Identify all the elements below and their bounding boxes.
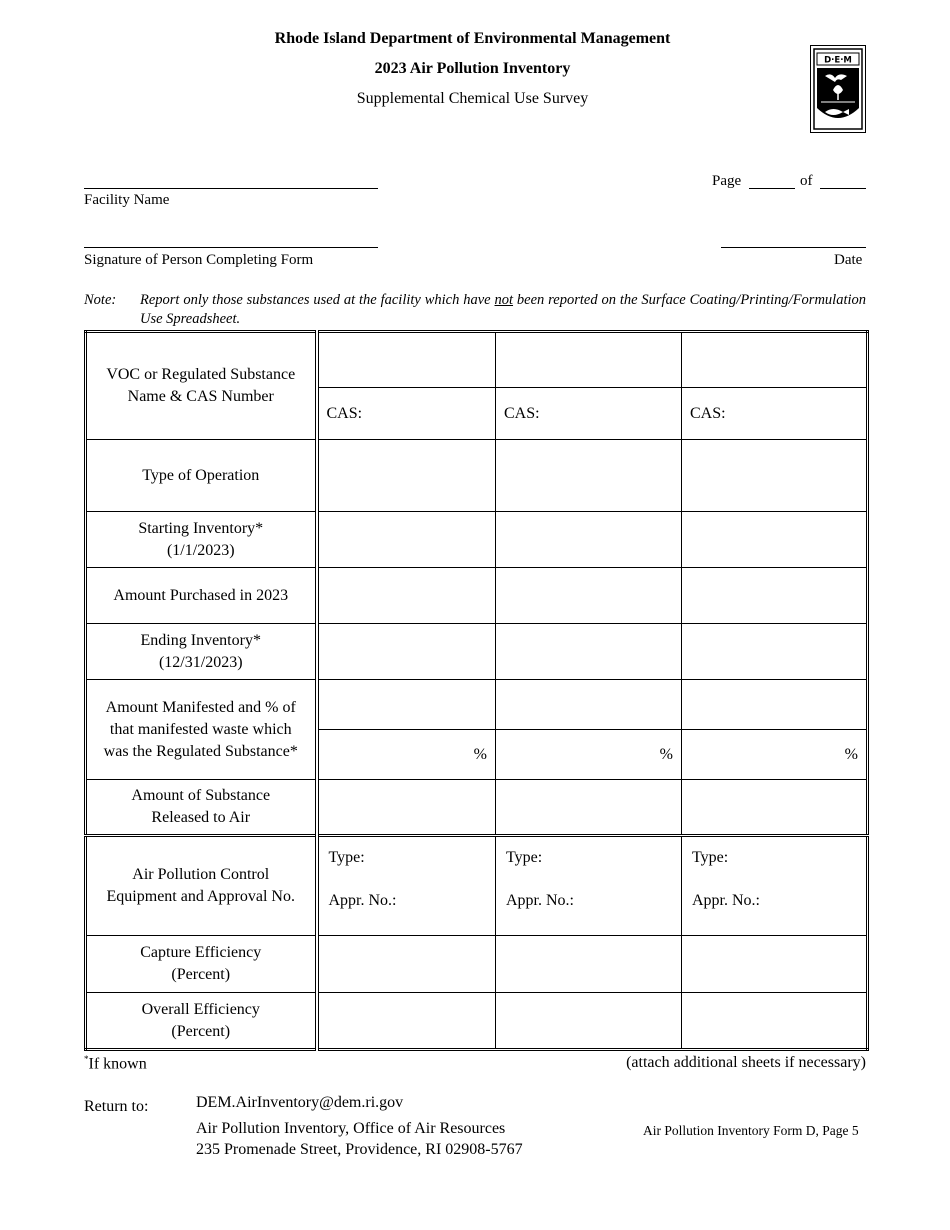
row-label-capture-efficiency: Capture Efficiency (Percent) (86, 936, 317, 993)
agency-name: Rhode Island Department of Environmental Management (274, 30, 671, 47)
starting-inventory-input[interactable] (317, 512, 496, 568)
note-text: Report only those substances used at the facility which have not been reported on the Surface Coating/Printing/Formulation Use Spreadsheet. (140, 292, 867, 327)
substance-name-input[interactable] (496, 332, 682, 388)
control-equipment-input[interactable] (682, 836, 868, 936)
operation-input[interactable] (682, 440, 868, 512)
capture-efficiency-input[interactable] (496, 936, 682, 993)
page-total-field[interactable] (820, 174, 866, 189)
form-title: 2023 Air Pollution Inventory (374, 60, 571, 77)
type-label: Type: (328, 849, 365, 866)
form-id: Air Pollution Inventory Form D, Page 5 (643, 1123, 859, 1138)
manifested-percent-input[interactable]: % (317, 730, 496, 780)
purchased-input[interactable] (682, 568, 868, 624)
appr-no-label: Appr. No.: (506, 892, 574, 909)
appr-no-label: Appr. No.: (692, 892, 760, 909)
ending-inventory-input[interactable] (317, 624, 496, 680)
return-email: DEM.AirInventory@dem.ri.gov (196, 1094, 404, 1111)
manifested-amount-input[interactable] (682, 680, 868, 730)
row-label-released: Amount of Substance Released to Air (86, 780, 317, 836)
if-known-note (84, 1054, 147, 1073)
overall-efficiency-input[interactable] (682, 993, 868, 1050)
purchased-input[interactable] (317, 568, 496, 624)
type-label: Type: (692, 849, 729, 866)
capture-efficiency-input[interactable] (317, 936, 496, 993)
of-label: of (800, 173, 813, 189)
logo-text: D·E·M (824, 55, 852, 66)
substance-name-input[interactable] (317, 332, 496, 388)
if-known-text: If known (88, 1055, 147, 1073)
ending-inventory-input[interactable] (496, 624, 682, 680)
manifested-amount-input[interactable] (496, 680, 682, 730)
manifested-percent-input[interactable]: % (682, 730, 868, 780)
signature-field[interactable] (84, 228, 378, 248)
released-input[interactable] (682, 780, 868, 836)
capture-efficiency-input[interactable] (682, 936, 868, 993)
released-input[interactable] (496, 780, 682, 836)
row-label-purchased: Amount Purchased in 2023 (86, 568, 317, 624)
note-label: Note: (84, 292, 117, 308)
substance-name-input[interactable] (682, 332, 868, 388)
facility-name-field[interactable] (84, 170, 378, 189)
row-label-control-equipment: Air Pollution Control Equipment and Approval No. (86, 836, 317, 936)
cas-number-input[interactable]: CAS: (317, 388, 496, 440)
overall-efficiency-input[interactable] (317, 993, 496, 1050)
row-label-starting-inventory: Starting Inventory* (1/1/2023) (86, 512, 317, 568)
row-label-operation: Type of Operation (86, 440, 317, 512)
starting-inventory-input[interactable] (682, 512, 868, 568)
row-label-manifested: Amount Manifested and % of that manifested waste which was the Regulated Substance* (86, 680, 317, 780)
note (84, 291, 866, 329)
control-equipment-input[interactable] (496, 836, 682, 936)
starting-inventory-input[interactable] (496, 512, 682, 568)
dem-logo (810, 45, 866, 133)
manifested-amount-input[interactable] (317, 680, 496, 730)
operation-input[interactable] (496, 440, 682, 512)
date-field[interactable] (721, 228, 866, 248)
note-emphasis: not (494, 292, 514, 308)
row-label-overall-efficiency: Overall Efficiency (Percent) (86, 993, 317, 1050)
date-label: Date (834, 252, 863, 268)
attach-sheets-note: (attach additional sheets if necessary) (626, 1054, 866, 1071)
ending-inventory-input[interactable] (682, 624, 868, 680)
row-label-ending-inventory: Ending Inventory* (12/31/2023) (86, 624, 317, 680)
page-label: Page (712, 173, 742, 189)
page-number-field[interactable] (749, 174, 795, 189)
control-equipment-input[interactable] (317, 836, 496, 936)
return-to-label: Return to: (84, 1098, 149, 1115)
overall-efficiency-input[interactable] (496, 993, 682, 1050)
signature-label: Signature of Person Completing Form (84, 252, 314, 268)
chemical-use-table (84, 330, 869, 1051)
facility-name-label: Facility Name (84, 192, 170, 208)
operation-input[interactable] (317, 440, 496, 512)
type-label: Type: (506, 849, 543, 866)
released-input[interactable] (317, 780, 496, 836)
cas-number-input[interactable]: CAS: (682, 388, 868, 440)
cas-number-input[interactable]: CAS: (496, 388, 682, 440)
purchased-input[interactable] (496, 568, 682, 624)
appr-no-label: Appr. No.: (328, 892, 397, 909)
row-label-substance: VOC or Regulated Substance Name & CAS Number (86, 332, 317, 440)
form-subtitle: Supplemental Chemical Use Survey (356, 90, 589, 107)
manifested-percent-input[interactable]: % (496, 730, 682, 780)
if-known-mark: * (84, 1054, 89, 1064)
return-address: 235 Promenade Street, Providence, RI 02908-5767 (196, 1141, 523, 1158)
return-office: Air Pollution Inventory, Office of Air Resources (196, 1120, 506, 1137)
